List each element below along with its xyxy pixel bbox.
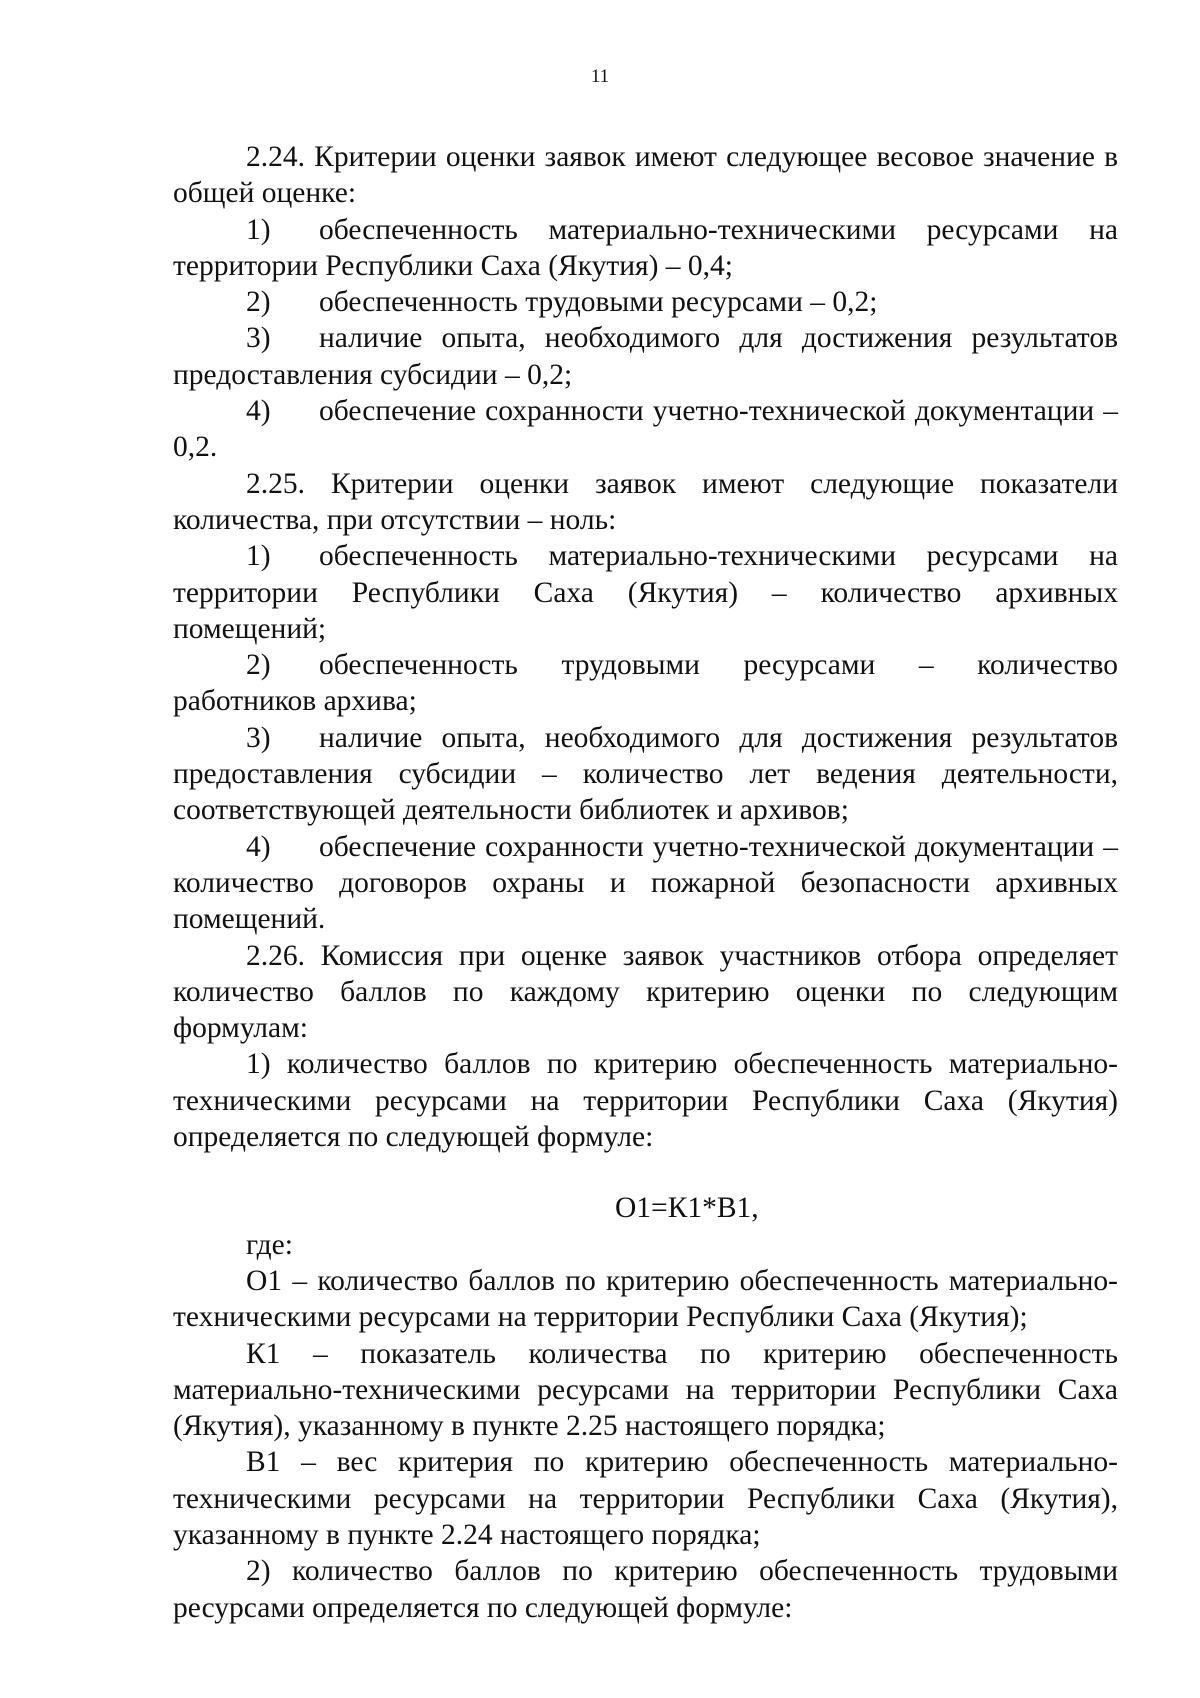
document-body [173, 139, 1118, 1626]
page-number: 11 [590, 66, 610, 87]
formula-o1: О1=К1*В1, [615, 1192, 759, 1225]
definition-b1: В1 – вес критерия по критерию обеспеченность материально-техническими ресурсами на территории Республики Саха (Якутия), указанному в пункте 2.24 настоящего порядка; [173, 1446, 1118, 1551]
clause-2-24-item-1: 1) обеспеченность материально-техническими ресурсами на территории Республики Саха (Якутия) – 0,4; [173, 213, 1118, 282]
clause-2-25-item-3: 3) наличие опыта, необходимого для достижения результатов предоставления субсидии – количество лет ведения деятельности, соответствующей деятельности библиотек и архивов; [173, 721, 1118, 827]
clause-2-24-item-2: 2) обеспеченность трудовыми ресурсами – 0,2; [246, 286, 878, 319]
definition-o1: О1 – количество баллов по критерию обеспеченность материально-техническими ресурсами на территории Республики Саха (Якутия); [173, 1264, 1118, 1334]
clause-2-24-item-3: 3) наличие опыта, необходимого для достижения результатов предоставления субсидии – 0,2; [173, 322, 1118, 391]
clause-2-25-item-4: 4) обеспечение сохранности учетно-технической документации – количество договоров охраны и пожарной безопасности архивных помещений. [173, 830, 1118, 936]
clause-2-26-item-2: 2) количество баллов по критерию обеспеченность трудовыми ресурсами определяется по следующей формуле: [173, 1555, 1118, 1624]
clause-2-24-intro: 2.24. Критерии оценки заявок имеют следующее весовое значение в общей оценке: [173, 141, 1118, 210]
clause-2-25-intro: 2.25. Критерии оценки заявок имеют следующие показатели количества, при отсутствии – ноль: [173, 467, 1118, 536]
clause-2-25-item-1: 1) обеспеченность материально-техническими ресурсами на территории Республики Саха (Якутия) – количество архивных помещений; [173, 540, 1118, 645]
clause-2-24-item-4: 4) обеспечение сохранности учетно-технической документации – 0,2. [173, 395, 1118, 464]
clause-2-26-intro: 2.26. Комиссия при оценке заявок участников отбора определяет количество баллов по каждому критерию оценки по следующим формулам: [173, 939, 1118, 1045]
definition-k1: К1 – показатель количества по критерию обеспеченность материально-техническими ресурсами на территории Республики Саха (Якутия), указанному в пункте 2.25 настоящего порядка; [173, 1337, 1118, 1443]
clause-2-26-item-1: 1) количество баллов по критерию обеспеченность материально-техническими ресурсами на территории Республики Саха (Якутия) определяется по следующей формуле: [173, 1048, 1118, 1154]
clause-2-25-item-2: 2) обеспеченность трудовыми ресурсами – количество работников архива; [173, 649, 1118, 718]
where-label: где: [246, 1228, 293, 1261]
